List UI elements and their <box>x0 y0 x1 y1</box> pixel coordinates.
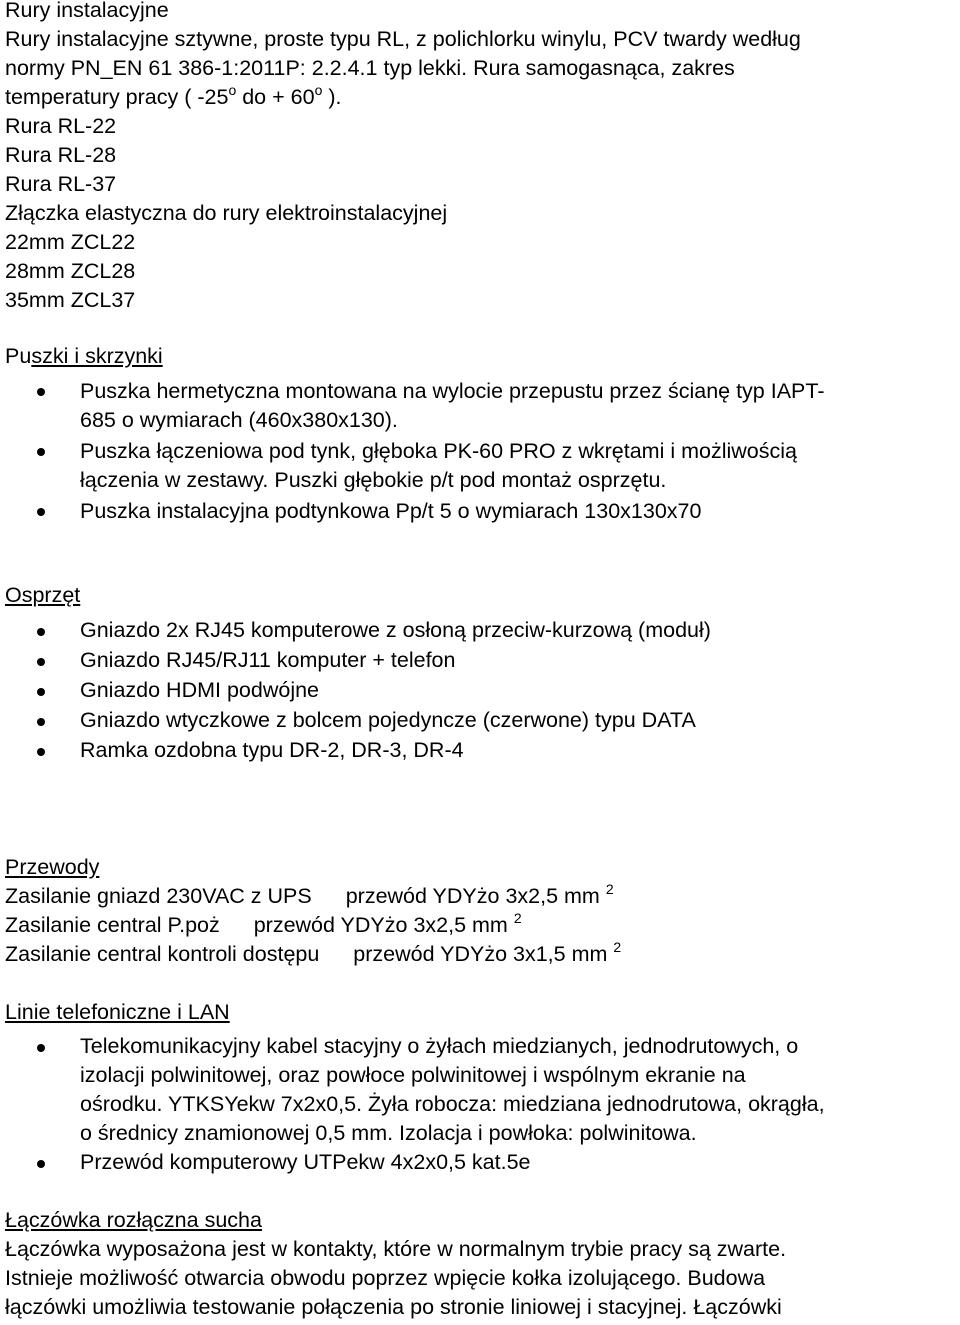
pipe-item: Rura RL-37 <box>5 172 117 196</box>
connector-text-line: Istnieje możliwość otwarcia obwodu poprzez wpięcie kołka izolującego. Budowa <box>5 1266 766 1290</box>
pipes-description-line-2: normy PN_EN 61 386-1:2011P: 2.2.4.1 typ lekki. Rura samogasnąca, zakres <box>5 56 735 80</box>
box-item-line: Puszka hermetyczna montowana na wylocie przepustu przez ścianę typ IAPT- <box>80 379 825 403</box>
pipe-item: Rura RL-28 <box>5 143 117 167</box>
connector-text-line: łączówki umożliwia testowanie połączenia po stronie liniowej i stacyjnej. Łączówki <box>5 1295 782 1319</box>
section-heading-cables: Przewody <box>5 855 100 879</box>
bullet-icon <box>37 1160 45 1168</box>
lan-item-line: ośrodku. YTKSYekw 7x2x0,5. Żyła robocza: miedziana jednodrutowa, okrągła, <box>80 1092 825 1116</box>
lan-item-line: izolacji polwinitowej, oraz powłoce polwinitowej i wspólnym ekranie na <box>80 1063 746 1087</box>
connector-text-line: Łączówka wyposażona jest w kontakty, które w normalnym trybie pracy są zwarte. <box>5 1237 787 1261</box>
bullet-icon <box>37 448 45 456</box>
section-heading-fittings: Osprzęt <box>5 583 81 607</box>
bullet-icon <box>37 388 45 396</box>
coupling-item: 35mm ZCL37 <box>5 288 136 312</box>
fitting-item: Gniazdo wtyczkowe z bolcem pojedyncze (czerwone) typu DATA <box>80 708 696 732</box>
lan-item-line: Przewód komputerowy UTPekw 4x2x0,5 kat.5e <box>80 1150 531 1174</box>
bullet-icon <box>37 748 45 756</box>
cable-row: Zasilanie gniazd 230VAC z UPS przewód YDYżo 3x2,5 mm $^2$ <box>5 880 614 908</box>
coupling-heading: Złączka elastyczna do rury elektroinstalacyjnej <box>5 201 448 225</box>
lan-item-line: Telekomunikacyjny kabel stacyjny o żyłach miedzianych, jednodrutowych, o <box>80 1034 799 1058</box>
box-item-line: Puszka instalacyjna podtynkowa Pp/t 5 o wymiarach 130x130x70 <box>80 499 702 523</box>
bullet-icon <box>37 508 45 516</box>
section-heading-lan: Linie telefoniczne i LAN <box>5 1000 230 1024</box>
section-heading-boxes: Puszki i skrzynki <box>5 344 163 368</box>
cable-row: Zasilanie central kontroli dostępu przewód YDYżo 3x1,5 mm $^2$ <box>5 938 622 966</box>
bullet-icon <box>37 658 45 666</box>
section-heading-connector: Łączówka rozłączna sucha <box>5 1208 262 1232</box>
box-item-line: 685 o wymiarach (460x380x130). <box>80 408 398 432</box>
bullet-icon <box>37 718 45 726</box>
fitting-item: Gniazdo 2x RJ45 komputerowe z osłoną przeciw-kurzową (moduł) <box>80 618 711 642</box>
cable-row: Zasilanie central P.poż przewód YDYżo 3x2,5 mm $^2$ <box>5 909 522 937</box>
coupling-item: 28mm ZCL28 <box>5 259 136 283</box>
bullet-icon <box>37 1044 45 1052</box>
pipes-description-line-3: temperatury pracy ( -25$^o$ do + $60^o$ ). <box>5 81 342 109</box>
section-heading-pipes: Rury instalacyjne <box>5 0 169 22</box>
box-item-line: Puszka łączeniowa pod tynk, głęboka PK-60 PRO z wkrętami i możliwością <box>80 439 797 463</box>
bullet-icon <box>37 688 45 696</box>
fitting-item: Gniazdo HDMI podwójne <box>80 678 320 702</box>
fitting-item: Ramka ozdobna typu DR-2, DR-3, DR-4 <box>80 738 464 762</box>
pipe-item: Rura RL-22 <box>5 114 117 138</box>
fitting-item: Gniazdo RJ45/RJ11 komputer + telefon <box>80 648 456 672</box>
pipes-description-line-1: Rury instalacyjne sztywne, proste typu RL, z polichlorku winylu, PCV twardy według <box>5 27 801 51</box>
lan-item-line: o średnicy znamionowej 0,5 mm. Izolacja i powłoka: polwinitowa. <box>80 1121 697 1145</box>
bullet-icon <box>37 628 45 636</box>
coupling-item: 22mm ZCL22 <box>5 230 136 254</box>
box-item-line: łączenia w zestawy. Puszki głębokie p/t pod montaż osprzętu. <box>80 468 667 492</box>
